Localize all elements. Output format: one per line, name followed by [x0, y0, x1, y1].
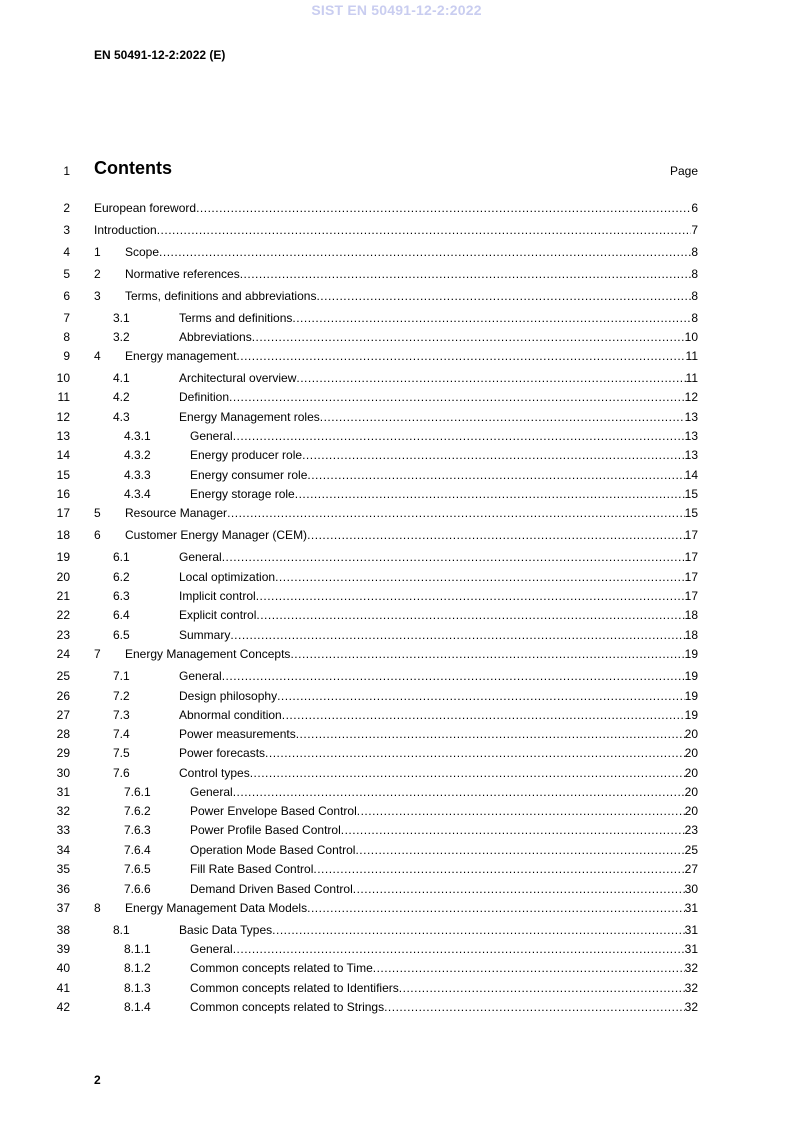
- page-reference: 20: [684, 785, 698, 799]
- dot-leader: [227, 505, 685, 521]
- toc-row[interactable]: [0, 588, 793, 604]
- toc-entry[interactable]: [94, 549, 698, 565]
- section-title: Energy Management roles: [179, 410, 320, 424]
- section-number: 7.2: [113, 689, 130, 703]
- dot-leader: [230, 627, 684, 643]
- line-number: 1: [63, 164, 70, 178]
- section-title: Energy consumer role: [190, 468, 308, 482]
- toc-row[interactable]: [0, 999, 793, 1015]
- toc-row[interactable]: [0, 505, 793, 521]
- toc-entry[interactable]: [94, 505, 698, 521]
- dot-leader: [256, 588, 685, 604]
- section-number: 4.2: [113, 390, 130, 404]
- page-reference: 12: [684, 390, 698, 404]
- section-title: Customer Energy Manager (CEM): [125, 528, 308, 542]
- toc-row[interactable]: [0, 310, 793, 326]
- page-reference: 17: [684, 528, 698, 542]
- line-number: 25: [56, 669, 70, 683]
- toc-entry[interactable]: [94, 527, 698, 543]
- section-title: General: [190, 429, 233, 443]
- section-number: 6.2: [113, 570, 130, 584]
- line-number: 42: [56, 1000, 70, 1014]
- dot-leader: [355, 842, 684, 858]
- line-number: 10: [56, 371, 70, 385]
- toc-row[interactable]: [0, 980, 793, 996]
- dot-leader: [353, 881, 685, 897]
- toc-entry[interactable]: [94, 726, 698, 742]
- section-number: 4.1: [113, 371, 130, 385]
- dot-leader: [307, 467, 684, 483]
- dot-leader: [196, 200, 691, 216]
- section-title: Common concepts related to Time: [190, 961, 373, 975]
- line-number: 29: [56, 746, 70, 760]
- contents-heading-row: [0, 158, 793, 182]
- line-number: 41: [56, 981, 70, 995]
- page-reference: 30: [684, 882, 698, 896]
- section-number: 7.6.2: [124, 804, 151, 818]
- toc-entry[interactable]: [94, 588, 698, 604]
- toc-row[interactable]: [0, 842, 793, 858]
- page-reference: 19: [684, 708, 698, 722]
- section-title: Definition: [179, 390, 230, 404]
- page-reference: 32: [684, 1000, 698, 1014]
- section-number: 4.3.2: [124, 448, 151, 462]
- toc-entry[interactable]: [94, 389, 698, 405]
- section-number: 6.1: [113, 550, 130, 564]
- page-reference: 32: [684, 981, 698, 995]
- section-title: Explicit control: [179, 608, 257, 622]
- section-number: 8.1.4: [124, 1000, 151, 1014]
- toc-entry[interactable]: [94, 486, 698, 502]
- section-number: 8.1.3: [124, 981, 151, 995]
- page-reference: 7: [691, 223, 698, 237]
- section-title: Control types: [179, 766, 250, 780]
- toc-row[interactable]: [0, 803, 793, 819]
- toc-row[interactable]: [0, 288, 793, 304]
- section-number: 7.3: [113, 708, 130, 722]
- section-title: Summary: [179, 628, 231, 642]
- section-title: Power measurements: [179, 727, 296, 741]
- line-number: 21: [56, 589, 70, 603]
- section-number: 5: [94, 506, 101, 520]
- line-number: 7: [63, 311, 70, 325]
- section-number: 4.3.1: [124, 429, 151, 443]
- toc-row[interactable]: [0, 244, 793, 260]
- line-number: 17: [56, 506, 70, 520]
- line-number: 33: [56, 823, 70, 837]
- toc-row[interactable]: [0, 370, 793, 386]
- toc-entry[interactable]: [94, 266, 698, 282]
- toc-entry[interactable]: [94, 765, 698, 781]
- line-number: 11: [57, 390, 70, 404]
- page-reference: 13: [684, 448, 698, 462]
- section-number: 7.6: [113, 766, 130, 780]
- section-number: 6.3: [113, 589, 130, 603]
- line-number: 32: [56, 804, 70, 818]
- page-reference: 10: [684, 330, 698, 344]
- dot-leader: [256, 607, 684, 623]
- toc-row[interactable]: [0, 784, 793, 800]
- section-title: Scope: [125, 245, 160, 259]
- section-title: Basic Data Types: [179, 923, 273, 937]
- toc-entry[interactable]: [94, 569, 698, 585]
- line-number: 6: [63, 289, 70, 303]
- section-number: 6: [94, 528, 101, 542]
- page-number: 2: [94, 1073, 101, 1087]
- section-number: 4.3: [113, 410, 130, 424]
- page-reference: 32: [684, 961, 698, 975]
- toc-row[interactable]: [0, 861, 793, 877]
- toc-entry[interactable]: [94, 348, 698, 364]
- page-reference: 20: [684, 746, 698, 760]
- section-number: 1: [94, 245, 101, 259]
- toc-row[interactable]: [0, 960, 793, 976]
- page-reference: 14: [684, 468, 698, 482]
- page-reference: 18: [684, 628, 698, 642]
- page-reference: 27: [684, 862, 698, 876]
- page-reference: 8: [691, 311, 698, 325]
- toc-row[interactable]: [0, 822, 793, 838]
- contents-title: Contents: [94, 158, 172, 178]
- toc-entry[interactable]: [94, 310, 698, 326]
- toc-entry[interactable]: [94, 922, 698, 938]
- toc-entry[interactable]: [94, 745, 698, 761]
- toc-entry[interactable]: [94, 999, 698, 1015]
- dot-leader: [159, 244, 691, 260]
- toc-row[interactable]: [0, 941, 793, 957]
- line-number: 27: [56, 708, 70, 722]
- toc-row[interactable]: [0, 765, 793, 781]
- toc-row[interactable]: [0, 527, 793, 543]
- page-reference: 25: [684, 843, 698, 857]
- section-number: 7.6.5: [124, 862, 151, 876]
- dot-leader: [290, 646, 684, 662]
- toc-row[interactable]: [0, 428, 793, 444]
- section-title: General: [190, 785, 233, 799]
- toc-entry[interactable]: [94, 980, 698, 996]
- toc-row[interactable]: [0, 646, 793, 662]
- line-number: 19: [56, 550, 70, 564]
- section-title: Implicit control: [179, 589, 256, 603]
- dot-leader: [384, 999, 685, 1015]
- section-number: 3: [94, 289, 101, 303]
- line-number: 8: [63, 330, 70, 344]
- dot-leader: [320, 409, 685, 425]
- dot-leader: [307, 900, 685, 916]
- toc-row[interactable]: [0, 348, 793, 364]
- toc-row[interactable]: [0, 389, 793, 405]
- section-number: 8.1.1: [124, 942, 151, 956]
- page-reference: 11: [685, 371, 698, 385]
- page-reference: 17: [684, 570, 698, 584]
- line-number: 24: [56, 647, 70, 661]
- section-number: 7.6.6: [124, 882, 151, 896]
- page-reference: 13: [684, 429, 698, 443]
- toc-entry[interactable]: [94, 222, 698, 238]
- line-number: 15: [56, 468, 70, 482]
- page-reference: 20: [684, 766, 698, 780]
- toc-row[interactable]: [0, 329, 793, 345]
- section-title: Fill Rate Based Control: [190, 862, 314, 876]
- toc-row[interactable]: [0, 266, 793, 282]
- toc-entry[interactable]: [94, 646, 698, 662]
- section-title: Abbreviations: [179, 330, 252, 344]
- section-number: 7.6.3: [124, 823, 151, 837]
- page-reference: 15: [684, 487, 698, 501]
- dot-leader: [229, 389, 685, 405]
- page-reference: 13: [684, 410, 698, 424]
- line-number: 18: [56, 528, 70, 542]
- page-reference: 18: [684, 608, 698, 622]
- dot-leader: [316, 288, 691, 304]
- toc-entry[interactable]: [94, 447, 698, 463]
- toc-entry[interactable]: [94, 607, 698, 623]
- line-number: 22: [56, 608, 70, 622]
- line-number: 3: [63, 223, 70, 237]
- line-number: 39: [56, 942, 70, 956]
- section-number: 7.4: [113, 727, 130, 741]
- page-reference: 19: [684, 647, 698, 661]
- line-number: 2: [63, 201, 70, 215]
- toc-entry[interactable]: [94, 428, 698, 444]
- watermark: SIST EN 50491-12-2:2022: [311, 2, 482, 18]
- section-title: Power forecasts: [179, 746, 266, 760]
- section-number: 4.3.3: [124, 468, 151, 482]
- section-title: Local optimization: [179, 570, 276, 584]
- section-title: Demand Driven Based Control: [190, 882, 353, 896]
- line-number: 5: [63, 267, 70, 281]
- line-number: 35: [56, 862, 70, 876]
- toc-row[interactable]: [0, 569, 793, 585]
- section-title: Common concepts related to Identifiers: [190, 981, 399, 995]
- toc-row[interactable]: [0, 200, 793, 216]
- dot-leader: [272, 922, 684, 938]
- page-reference: 8: [691, 267, 698, 281]
- toc-entry[interactable]: [94, 881, 698, 897]
- section-number: 3.1: [113, 311, 130, 325]
- section-number: 6.5: [113, 628, 130, 642]
- toc-row[interactable]: [0, 922, 793, 938]
- dot-leader: [399, 980, 685, 996]
- toc-entry[interactable]: [94, 627, 698, 643]
- page-reference: 23: [684, 823, 698, 837]
- toc-row[interactable]: [0, 486, 793, 502]
- line-number: 26: [56, 689, 70, 703]
- line-number: 30: [56, 766, 70, 780]
- dot-leader: [265, 745, 685, 761]
- toc-entry[interactable]: [94, 941, 698, 957]
- section-title: Introduction: [94, 223, 157, 237]
- line-number: 13: [56, 429, 70, 443]
- page-reference: 31: [684, 923, 698, 937]
- dot-leader: [357, 803, 685, 819]
- dot-leader: [233, 428, 685, 444]
- dot-leader: [313, 861, 684, 877]
- line-number: 36: [56, 882, 70, 896]
- line-number: 34: [56, 843, 70, 857]
- toc-entry[interactable]: [94, 900, 698, 916]
- dot-leader: [307, 527, 685, 543]
- toc-entry[interactable]: [94, 688, 698, 704]
- page-reference: 11: [685, 349, 698, 363]
- toc-entry[interactable]: [94, 960, 698, 976]
- section-title: Power Profile Based Control: [190, 823, 341, 837]
- toc-entry[interactable]: [94, 329, 698, 345]
- line-number: 14: [56, 448, 70, 462]
- dot-leader: [250, 765, 685, 781]
- dot-leader: [233, 784, 685, 800]
- line-number: 40: [56, 961, 70, 975]
- section-number: 8: [94, 901, 101, 915]
- toc-entry[interactable]: [94, 784, 698, 800]
- toc-row[interactable]: [0, 745, 793, 761]
- dot-leader: [222, 668, 685, 684]
- page-reference: 8: [691, 289, 698, 303]
- dot-leader: [292, 310, 691, 326]
- page-reference: 31: [684, 901, 698, 915]
- toc-row[interactable]: [0, 726, 793, 742]
- section-title: Abnormal condition: [179, 708, 282, 722]
- section-number: 8.1.2: [124, 961, 151, 975]
- toc-entry[interactable]: [94, 288, 698, 304]
- page-reference: 20: [684, 804, 698, 818]
- toc-entry[interactable]: [94, 822, 698, 838]
- section-number: 7.5: [113, 746, 130, 760]
- line-number: 23: [56, 628, 70, 642]
- page-reference: 20: [684, 727, 698, 741]
- toc-entry[interactable]: [94, 668, 698, 684]
- line-number: 20: [56, 570, 70, 584]
- toc-entry[interactable]: [94, 842, 698, 858]
- page-reference: 8: [691, 245, 698, 259]
- toc-row[interactable]: [0, 900, 793, 916]
- dot-leader: [302, 447, 685, 463]
- toc-row[interactable]: [0, 881, 793, 897]
- toc-entry[interactable]: [94, 707, 698, 723]
- toc-entry[interactable]: [94, 467, 698, 483]
- toc-entry[interactable]: [94, 409, 698, 425]
- line-number: 12: [56, 410, 70, 424]
- section-title: Power Envelope Based Control: [190, 804, 357, 818]
- section-number: 7.6.4: [124, 843, 151, 857]
- section-number: 7: [94, 647, 101, 661]
- toc-row[interactable]: [0, 409, 793, 425]
- page-reference: 31: [684, 942, 698, 956]
- section-title: Terms and definitions: [179, 311, 293, 325]
- toc-entry[interactable]: [94, 861, 698, 877]
- section-number: 4: [94, 349, 101, 363]
- section-title: General: [179, 550, 222, 564]
- dot-leader: [295, 486, 685, 502]
- line-number: 31: [56, 785, 70, 799]
- dot-leader: [240, 266, 692, 282]
- section-title: Design philosophy: [179, 689, 278, 703]
- dot-leader: [236, 348, 685, 364]
- page-reference: 17: [684, 550, 698, 564]
- toc-row[interactable]: [0, 627, 793, 643]
- section-title: Operation Mode Based Control: [190, 843, 356, 857]
- section-title: Normative references: [125, 267, 240, 281]
- dot-leader: [157, 222, 692, 238]
- page-reference: 6: [691, 201, 698, 215]
- dot-leader: [277, 688, 685, 704]
- section-number: 8.1: [113, 923, 130, 937]
- section-number: 4.3.4: [124, 487, 151, 501]
- toc-row[interactable]: [0, 707, 793, 723]
- toc-row[interactable]: [0, 447, 793, 463]
- section-title: General: [179, 669, 222, 683]
- toc-entry[interactable]: [94, 803, 698, 819]
- section-number: 7.6.1: [124, 785, 151, 799]
- line-number: 28: [56, 727, 70, 741]
- dot-leader: [373, 960, 685, 976]
- section-title: European foreword: [94, 201, 197, 215]
- page-reference: 17: [684, 589, 698, 603]
- page-reference: 19: [684, 669, 698, 683]
- toc-row[interactable]: [0, 607, 793, 623]
- section-title: Energy management: [125, 349, 237, 363]
- page-reference: 15: [684, 506, 698, 520]
- line-number: 9: [63, 349, 70, 363]
- dot-leader: [252, 329, 685, 345]
- toc-entry[interactable]: [94, 200, 698, 216]
- document-id: EN 50491-12-2:2022 (E): [94, 48, 226, 62]
- dot-leader: [233, 941, 685, 957]
- toc-row[interactable]: [0, 688, 793, 704]
- dot-leader: [275, 569, 685, 585]
- line-number: 16: [56, 487, 70, 501]
- dot-leader: [282, 707, 685, 723]
- line-number: 37: [56, 901, 70, 915]
- section-title: Energy Management Concepts: [125, 647, 291, 661]
- line-number: 4: [63, 245, 70, 259]
- page-reference: 19: [684, 689, 698, 703]
- section-title: Terms, definitions and abbreviations: [125, 289, 317, 303]
- section-title: Architectural overview: [179, 371, 297, 385]
- line-number: 38: [56, 923, 70, 937]
- section-title: Energy Management Data Models: [125, 901, 308, 915]
- section-number: 6.4: [113, 608, 130, 622]
- toc-entry[interactable]: [94, 244, 698, 260]
- toc-row[interactable]: [0, 467, 793, 483]
- dot-leader: [222, 549, 685, 565]
- dot-leader: [296, 726, 685, 742]
- section-title: Energy storage role: [190, 487, 295, 501]
- section-title: Energy producer role: [190, 448, 303, 462]
- section-title: General: [190, 942, 233, 956]
- dot-leader: [341, 822, 685, 838]
- section-number: 3.2: [113, 330, 130, 344]
- section-title: Resource Manager: [125, 506, 228, 520]
- section-number: 2: [94, 267, 101, 281]
- toc-entry[interactable]: [94, 370, 698, 386]
- toc-row[interactable]: [0, 222, 793, 238]
- page-column-label: Page: [669, 164, 698, 178]
- dot-leader: [296, 370, 685, 386]
- toc-row[interactable]: [0, 668, 793, 684]
- section-number: 7.1: [113, 669, 130, 683]
- section-title: Common concepts related to Strings: [190, 1000, 385, 1014]
- toc-row[interactable]: [0, 549, 793, 565]
